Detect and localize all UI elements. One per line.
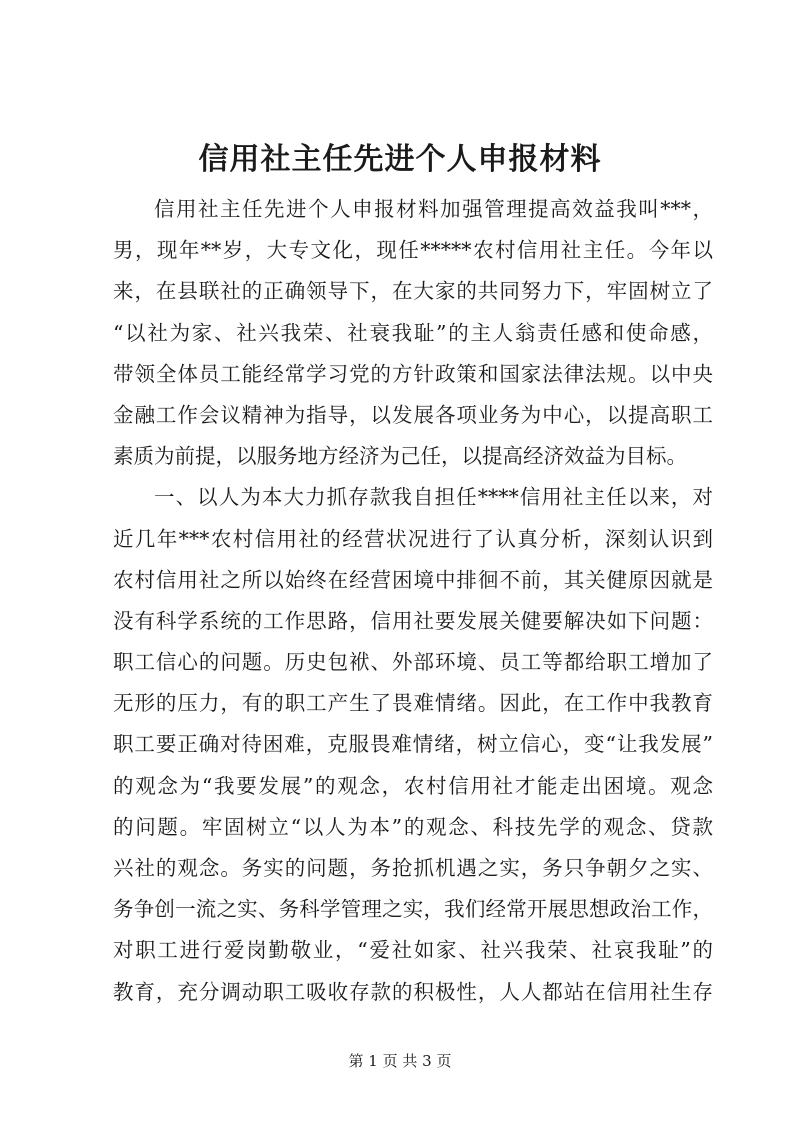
paragraph-2-line-9: 的问题。牢固树立“以人为本”的观念、科技先学的观念、贷款 [113,814,713,839]
paragraph-2-line-11: 务争创一流之实、务科学管理之实，我们经常开展思想政治工作， [113,897,713,922]
paragraph-2-line-4: 没有科学系统的工作思路，信用社要发展关健要解决如下问题： [113,608,713,633]
paragraph-2-line-12: 对职工进行爱岗勤敬业，“爱社如家、社兴我荣、社哀我耻”的 [113,938,713,963]
paragraph-1-line-7: 素质为前提，以服务地方经济为己任，以提高经济效益为目标。 [113,444,687,469]
paragraph-2-line-3: 农村信用社之所以始终在经营困境中排徊不前，其关健原因就是 [113,567,713,592]
paragraph-2-line-8: 的观念为“我要发展”的观念，农村信用社才能走出困境。观念 [113,773,713,798]
paragraph-1-line-1: 信用社主任先进个人申报材料加强管理提高效益我叫***， [154,197,713,221]
paragraph-1-line-5: 带领全体员工能经常学习党的方针政策和国家法律法规。以中央 [113,361,713,386]
paragraph-2-line-7: 职工要正确对待困难，克服畏难情绪，树立信心，变“让我发展” [113,732,713,757]
paragraph-1-line-2: 男，现年**岁，大专文化，现任*****农村信用社主任。今年以 [113,238,713,263]
page-footer: 第 1 页 共 3 页 [348,1052,452,1070]
paragraph-2-line-10: 兴社的观念。务实的问题，务抢抓机遇之实，务只争朝夕之实、 [113,856,713,880]
paragraph-1-line-6: 金融工作会议精神为指导，以发展各项业务为中心，以提高职工 [113,402,713,427]
document-title: 信用社主任先进个人申报材料 [198,142,602,177]
paragraph-2-line-5: 职工信心的问题。历史包袱、外部环境、员工等都给职工增加了 [113,650,713,675]
paragraph-2-line-2: 近几年***农村信用社的经营状况进行了认真分析，深刻认识到 [113,526,713,551]
paragraph-1-line-3: 来，在县联社的正确领导下，在大家的共同努力下，牢固树立了 [113,279,713,304]
paragraph-1-line-4: “以社为家、社兴我荣、社衰我耻”的主人翁责任感和使命感， [113,320,713,345]
paragraph-2-line-6: 无形的压力，有的职工产生了畏难情绪。因此，在工作中我教育 [113,691,713,716]
document-body [113,189,713,1013]
paragraph-2-line-1: 一、以人为本大力抓存款我自担任****信用社主任以来，对 [154,485,713,510]
paragraph-2-line-13: 教育，充分调动职工吸收存款的积极性，人人都站在信用社生存 [113,979,713,1004]
